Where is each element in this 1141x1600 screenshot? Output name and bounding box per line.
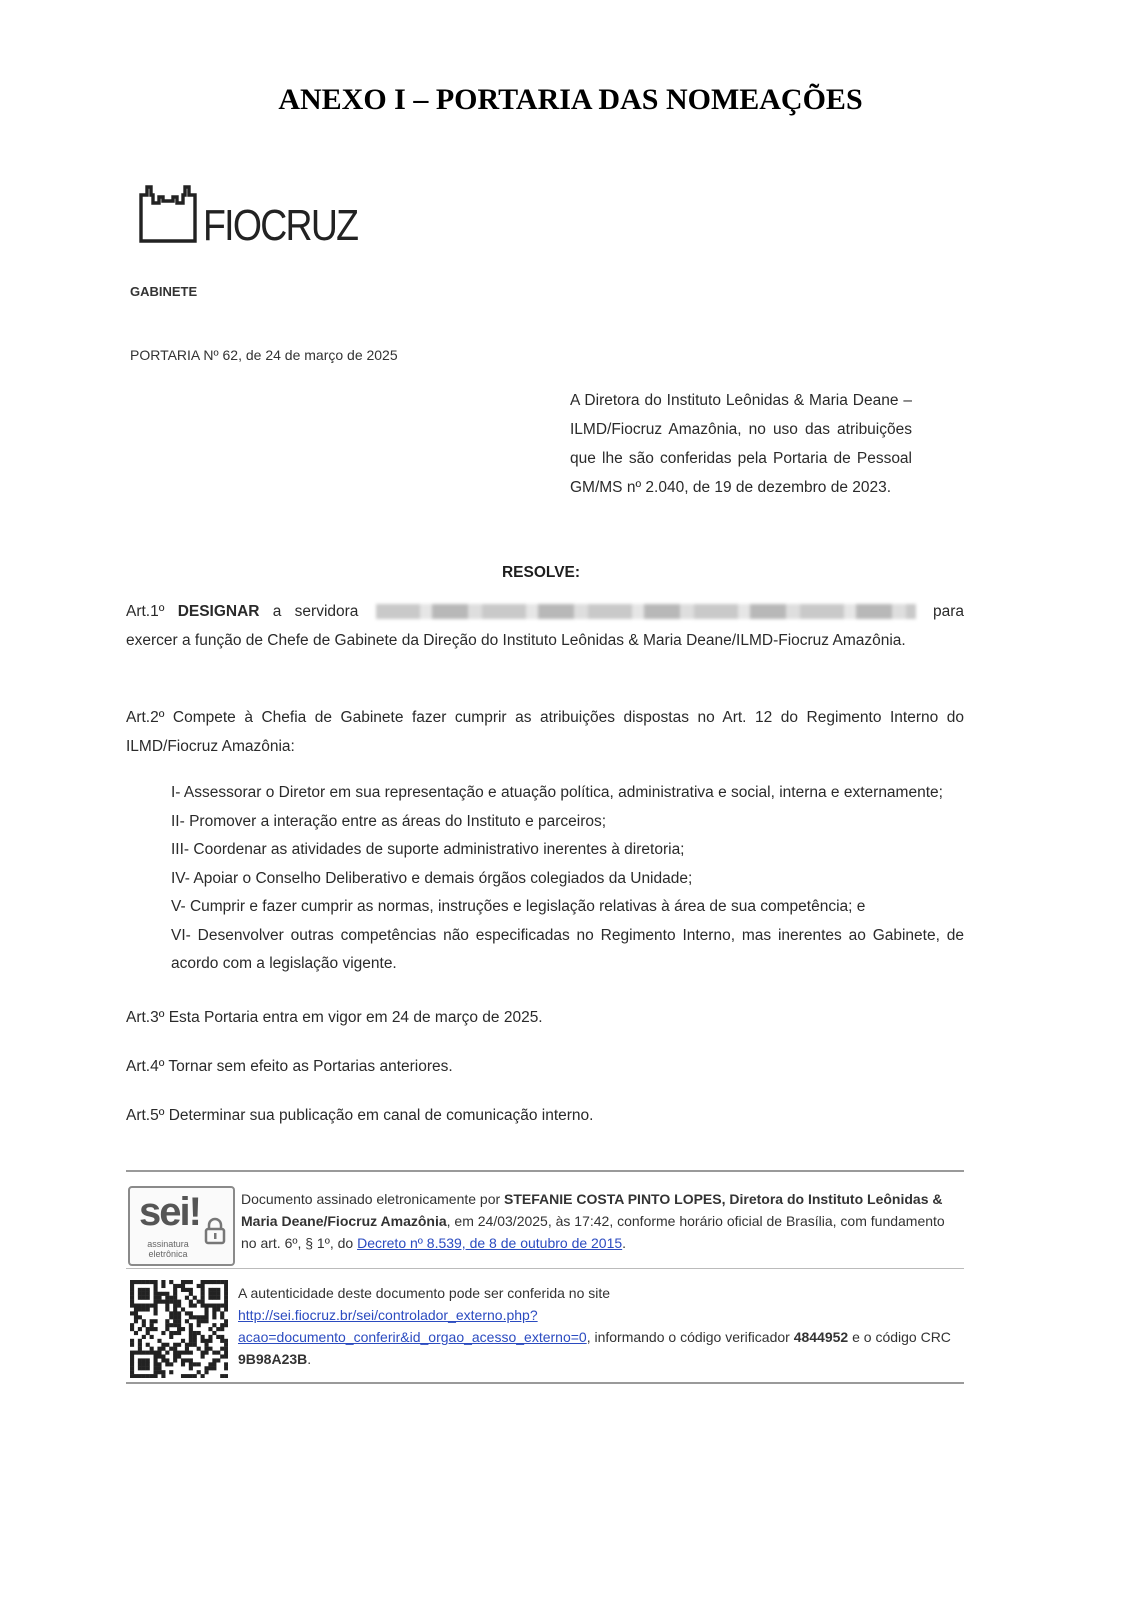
signature-mid-divider bbox=[126, 1268, 964, 1269]
authenticity-prefix: A autenticidade deste documento pode ser conferida no site bbox=[238, 1285, 611, 1301]
signature-suffix: . bbox=[622, 1235, 627, 1251]
authenticity-end: . bbox=[307, 1351, 312, 1367]
logo-wordmark: FIOCRUZ bbox=[203, 201, 358, 250]
preamble: A Diretora do Instituto Leônidas & Maria Deane – ILMD/Fiocruz Amazônia, no uso das atribuições que lhe são conferidas pela Portaria de Pessoal GM/MS nº 2.040, de 19 de dezembro de 2023. bbox=[570, 392, 912, 496]
article-5: Art.5º Determinar sua publicação em canal de comunicação interno. bbox=[126, 1107, 594, 1124]
authenticity-text bbox=[238, 1282, 964, 1370]
castle-icon bbox=[137, 183, 199, 245]
article-3: Art.3º Esta Portaria entra em vigor em 24 de março de 2025. bbox=[126, 1009, 543, 1026]
sei-seal bbox=[128, 1186, 235, 1266]
signature-top-divider bbox=[126, 1170, 964, 1172]
article-1-verb: DESIGNAR bbox=[177, 603, 260, 620]
article-1-before-name: a servidora bbox=[272, 603, 359, 620]
article-2: Art.2º Compete à Chefia de Gabinete fazer cumprir as atribuições dispostas no Art. 12 do Regimento Interno do ILMD/Fiocruz Amazônia: bbox=[126, 709, 964, 755]
portaria-number: PORTARIA Nº 62, de 24 de março de 2025 bbox=[130, 347, 398, 363]
signature-prefix: Documento assinado eletronicamente por bbox=[241, 1191, 505, 1207]
list-item: II- Promover a interação entre as áreas do Instituto e parceiros; bbox=[171, 812, 607, 830]
decree-link[interactable]: Decreto nº 8.539, de 8 de outubro de 2015 bbox=[357, 1235, 623, 1251]
article-1-rest: para exercer a função de Chefe de Gabinete da Direção do Instituto Leônidas & Maria Deane/ILMD-Fiocruz Amazônia. bbox=[126, 603, 965, 649]
article-2-items bbox=[171, 779, 964, 979]
authenticity-mid: , informando o código verificador bbox=[586, 1329, 794, 1345]
article-4: Art.4º Tornar sem efeito as Portarias anteriores. bbox=[126, 1058, 453, 1075]
sei-seal-caption: assinatura eletrônica bbox=[147, 1239, 189, 1259]
signer-name: STEFANIE COSTA PINTO LOPES, Diretora do Instituto Leônidas & Maria Deane/Fiocruz Amazônia bbox=[241, 1191, 943, 1229]
verification-url-line2[interactable]: acao=documento_conferir&id_orgao_acesso_externo=0 bbox=[238, 1329, 587, 1345]
signature-text bbox=[241, 1188, 964, 1254]
sei-seal-word: sei! bbox=[139, 1190, 200, 1234]
unit-heading: GABINETE bbox=[130, 284, 198, 299]
list-item: I- Assessorar o Diretor em sua representação e atuação política, administrativa e social, interna e externamente; bbox=[171, 784, 943, 801]
qr-code bbox=[130, 1280, 228, 1378]
annex-title: ANEXO I – PORTARIA DAS NOMEAÇÕES bbox=[278, 83, 863, 116]
resolve-heading: RESOLVE: bbox=[501, 564, 581, 581]
authenticity-mid2: e o código CRC bbox=[848, 1329, 951, 1345]
verifier-code: 4844952 bbox=[793, 1329, 849, 1345]
crc-code: 9B98A23B bbox=[238, 1351, 308, 1367]
list-item: VI- Desenvolver outras competências não especificadas no Regimento Interno, mas inerentes ao Gabinete, de acordo com a legislação vigente. bbox=[171, 926, 964, 972]
redacted-name bbox=[376, 604, 916, 619]
article-1 bbox=[126, 597, 964, 655]
signature-middle: , em 24/03/2025, às 17:42, conforme horário oficial de Brasília, com fundamento no art. 6º, § 1º, do bbox=[241, 1213, 945, 1251]
signature-bottom-divider bbox=[126, 1382, 964, 1384]
list-item: IV- Apoiar o Conselho Deliberativo e demais órgãos colegiados da Unidade; bbox=[171, 869, 693, 887]
article-1-label: Art.1º bbox=[126, 603, 165, 620]
list-item: III- Coordenar as atividades de suporte administrativo inerentes à diretoria; bbox=[171, 841, 685, 858]
lock-icon bbox=[204, 1217, 226, 1245]
verification-url-line1[interactable]: http://sei.fiocruz.br/sei/controlador_externo.php? bbox=[238, 1307, 538, 1323]
list-item: V- Cumprir e fazer cumprir as normas, instruções e legislação relativas à área de sua competência; e bbox=[171, 898, 866, 915]
